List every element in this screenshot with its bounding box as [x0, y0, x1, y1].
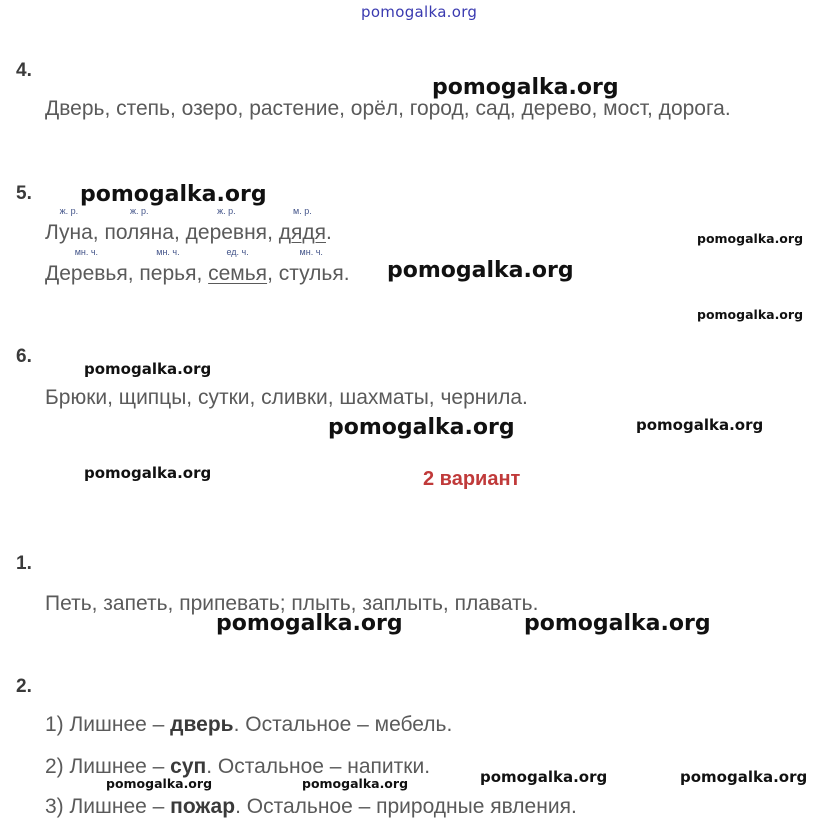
- gender-mark: м. р.: [293, 206, 312, 216]
- watermark[interactable]: pomogalka.org: [106, 776, 213, 791]
- v2-task-2-item-2: 2) Лишнее – суп. Остальное – напитки.: [45, 755, 431, 778]
- word: ж. р. деревня: [185, 206, 268, 244]
- top-watermark[interactable]: pomogalka.org: [361, 3, 478, 21]
- v2-task-2-item-3: 3) Лишнее – пожар. Остальное – природные явления.: [45, 795, 577, 818]
- task-4-number: 4.: [16, 60, 32, 81]
- task-6-text: Брюки, щипцы, сутки, сливки, шахматы, чернила.: [45, 386, 528, 409]
- v2-task-1-number: 1.: [16, 553, 32, 574]
- underlined-word: ед. ч. семья: [208, 247, 268, 285]
- number-mark: ед. ч.: [226, 247, 249, 257]
- underlined-word: м. р. дядя: [278, 206, 326, 244]
- word: ж. р. поляна: [104, 206, 174, 244]
- word: мн. ч. стулья: [278, 247, 344, 285]
- task-5-line-2: мн. ч. Деревья, мн. ч. перья, ед. ч. семья, мн. ч. стулья.: [45, 247, 350, 285]
- watermark[interactable]: pomogalka.org: [697, 231, 804, 246]
- number-mark: мн. ч.: [74, 247, 99, 257]
- watermark[interactable]: pomogalka.org: [387, 258, 574, 283]
- watermark[interactable]: pomogalka.org: [697, 307, 804, 322]
- task-5-line-1: ж. р. Луна, ж. р. поляна, ж. р. деревня, м. р. дядя.: [45, 206, 332, 244]
- task-6-number: 6.: [16, 346, 32, 367]
- task-5-number: 5.: [16, 183, 32, 204]
- task-4-text: Дверь, степь, озеро, растение, орёл, город, сад, дерево, мост, дорога.: [45, 97, 731, 120]
- watermark[interactable]: pomogalka.org: [636, 416, 764, 434]
- watermark[interactable]: pomogalka.org: [524, 611, 711, 636]
- word: мн. ч. Деревья: [45, 247, 128, 285]
- watermark[interactable]: pomogalka.org: [432, 75, 619, 100]
- number-mark: мн. ч.: [156, 247, 180, 257]
- watermark[interactable]: pomogalka.org: [216, 611, 403, 636]
- watermark[interactable]: pomogalka.org: [80, 182, 267, 207]
- number-mark: мн. ч.: [299, 247, 323, 257]
- variant-title: 2 вариант: [423, 468, 521, 490]
- watermark[interactable]: pomogalka.org: [680, 768, 808, 786]
- gender-mark: ж. р.: [217, 206, 236, 216]
- v2-task-2-number: 2.: [16, 676, 32, 697]
- watermark[interactable]: pomogalka.org: [84, 464, 212, 482]
- watermark[interactable]: pomogalka.org: [480, 768, 608, 786]
- watermark[interactable]: pomogalka.org: [84, 360, 212, 378]
- v2-task-2-item-1: 1) Лишнее – дверь. Остальное – мебель.: [45, 713, 453, 736]
- watermark[interactable]: pomogalka.org: [328, 415, 515, 440]
- v2-task-1-text: Петь, запеть, припевать; плыть, заплыть, плавать.: [45, 592, 539, 615]
- watermark[interactable]: pomogalka.org: [302, 776, 409, 791]
- word: ж. р. Луна: [45, 206, 93, 244]
- word: мн. ч. перья: [139, 247, 197, 285]
- gender-mark: ж. р.: [59, 206, 79, 216]
- gender-mark: ж. р.: [129, 206, 149, 216]
